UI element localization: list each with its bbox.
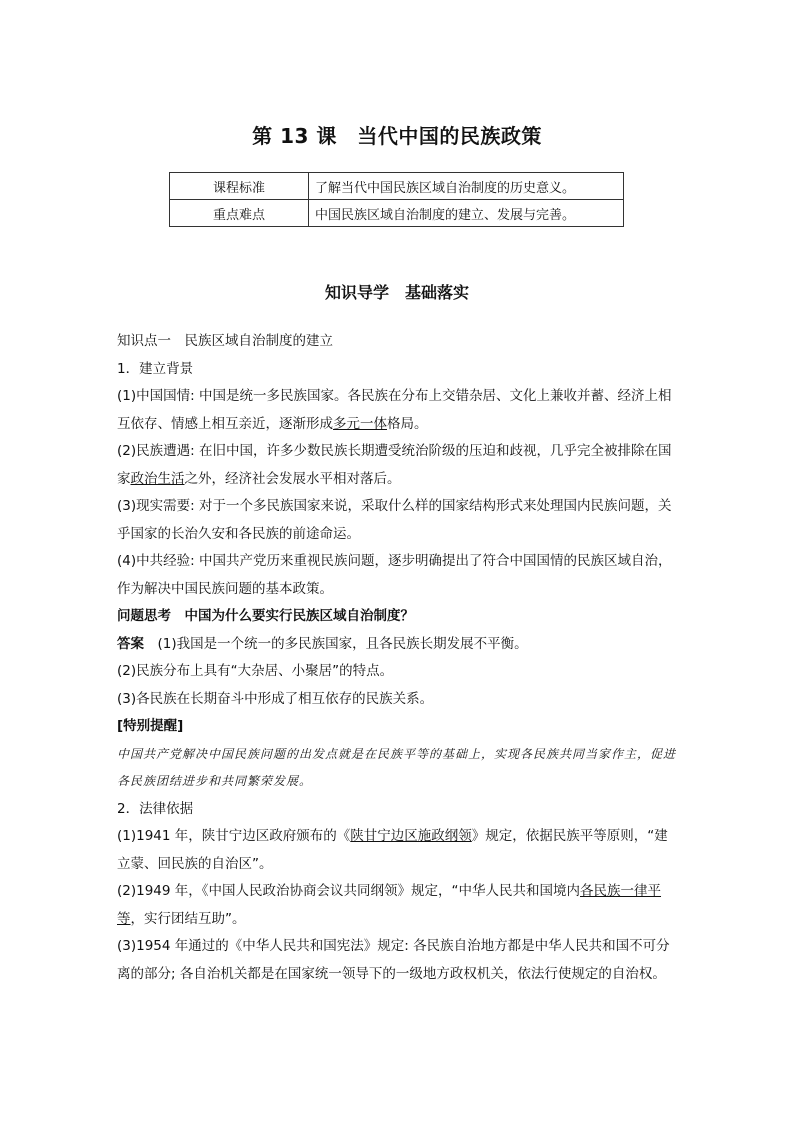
underlined-term: 各民族一律平等 bbox=[117, 883, 662, 927]
tip-text: 中国共产党解决中国民族问题的出发点就是在民族平等的基础上，实现各民族共同当家作主，促进各民族团结进步和共同繁荣发展。 bbox=[117, 746, 677, 788]
answer-text: (1)我国是一个统一的多民族国家，且各民族长期发展不平衡。 bbox=[144, 635, 528, 652]
question-label: 问题思考 bbox=[117, 608, 171, 624]
table-value: 中国民族区域自治制度的建立、发展与完善。 bbox=[309, 200, 624, 227]
underlined-term: 多元一体 bbox=[333, 415, 387, 432]
paragraph bbox=[117, 383, 681, 438]
table-row bbox=[170, 200, 624, 227]
text: (1)1941 年，陕甘宁边区政府颁布的《 bbox=[117, 828, 351, 844]
text: 》规定，依据民族平等原则，“建立蒙、回民族的自治区”。 bbox=[117, 828, 668, 872]
tip-label: [特别提醒] bbox=[117, 718, 184, 734]
paragraph bbox=[117, 878, 681, 933]
text: (2)民族遭遇: 在旧中国，许多少数民族长期遭受统治阶级的压迫和歧视，几乎完全被排除在国家 bbox=[117, 443, 672, 487]
text: (1)中国国情: 中国是统一多民族国家。各民族在分布上交错杂居、文化上兼收并蓄、经济上相互依存、情感上相互亲近，逐渐形成 bbox=[117, 388, 672, 432]
table-key: 重点难点 bbox=[170, 200, 309, 227]
document-body bbox=[117, 328, 681, 988]
paragraph: (4)中共经验: 中国共产党历来重视民族问题，逐步明确提出了符合中国国情的民族区域自治，作为解决中国民族问题的基本政策。 bbox=[117, 553, 672, 597]
text: 格局。 bbox=[387, 415, 428, 432]
subheading: 1．建立背景 bbox=[117, 360, 194, 377]
underlined-term: 政治生活 bbox=[130, 470, 185, 487]
paragraph: (3)现实需要: 对于一个多民族国家来说，采取什么样的国家结构形式来处理国内民族问题，关乎国家的长治久安和各民族的前途命运。 bbox=[117, 498, 672, 542]
question-text: 中国为什么要实行民族区域自治制度？ bbox=[171, 608, 414, 624]
text: 之外，经济社会发展水平相对落后。 bbox=[184, 470, 401, 487]
table-row bbox=[170, 173, 624, 200]
question bbox=[117, 603, 681, 631]
lesson-title: 第 13 课 当代中国的民族政策 bbox=[252, 124, 542, 148]
subheading: 2．法律依据 bbox=[117, 800, 194, 817]
table-key: 课程标准 bbox=[170, 173, 309, 200]
paragraph bbox=[117, 823, 681, 878]
text: (2)1949 年，《中国人民政治协商会议共同纲领》规定，“中华人民共和国境内 bbox=[117, 883, 581, 899]
answer-line: (3)各民族在长期奋斗中形成了相互依存的民族关系。 bbox=[117, 690, 434, 707]
answer bbox=[117, 631, 681, 659]
underlined-term: 陕甘宁边区施政纲领 bbox=[350, 828, 472, 844]
section-title: 知识导学 基础落实 bbox=[324, 283, 469, 302]
paragraph: (3)1954 年通过的《中华人民共和国宪法》规定: 各民族自治地方都是中华人民共和国不可分离的部分; 各自治机关都是在国家统一领导下的一级地方政权机关，依法行使规定的自治权。 bbox=[117, 938, 670, 982]
answer-label: 答案 bbox=[117, 635, 144, 652]
table-value: 了解当代中国民族区域自治制度的历史意义。 bbox=[309, 173, 624, 200]
text: ，实行团结互助”。 bbox=[130, 910, 246, 927]
answer-line: (2)民族分布上具有“大杂居、小聚居”的特点。 bbox=[117, 663, 394, 679]
course-standards-table bbox=[169, 172, 624, 227]
paragraph bbox=[117, 438, 681, 493]
knowledge-point-heading: 知识点一 民族区域自治制度的建立 bbox=[117, 333, 333, 349]
